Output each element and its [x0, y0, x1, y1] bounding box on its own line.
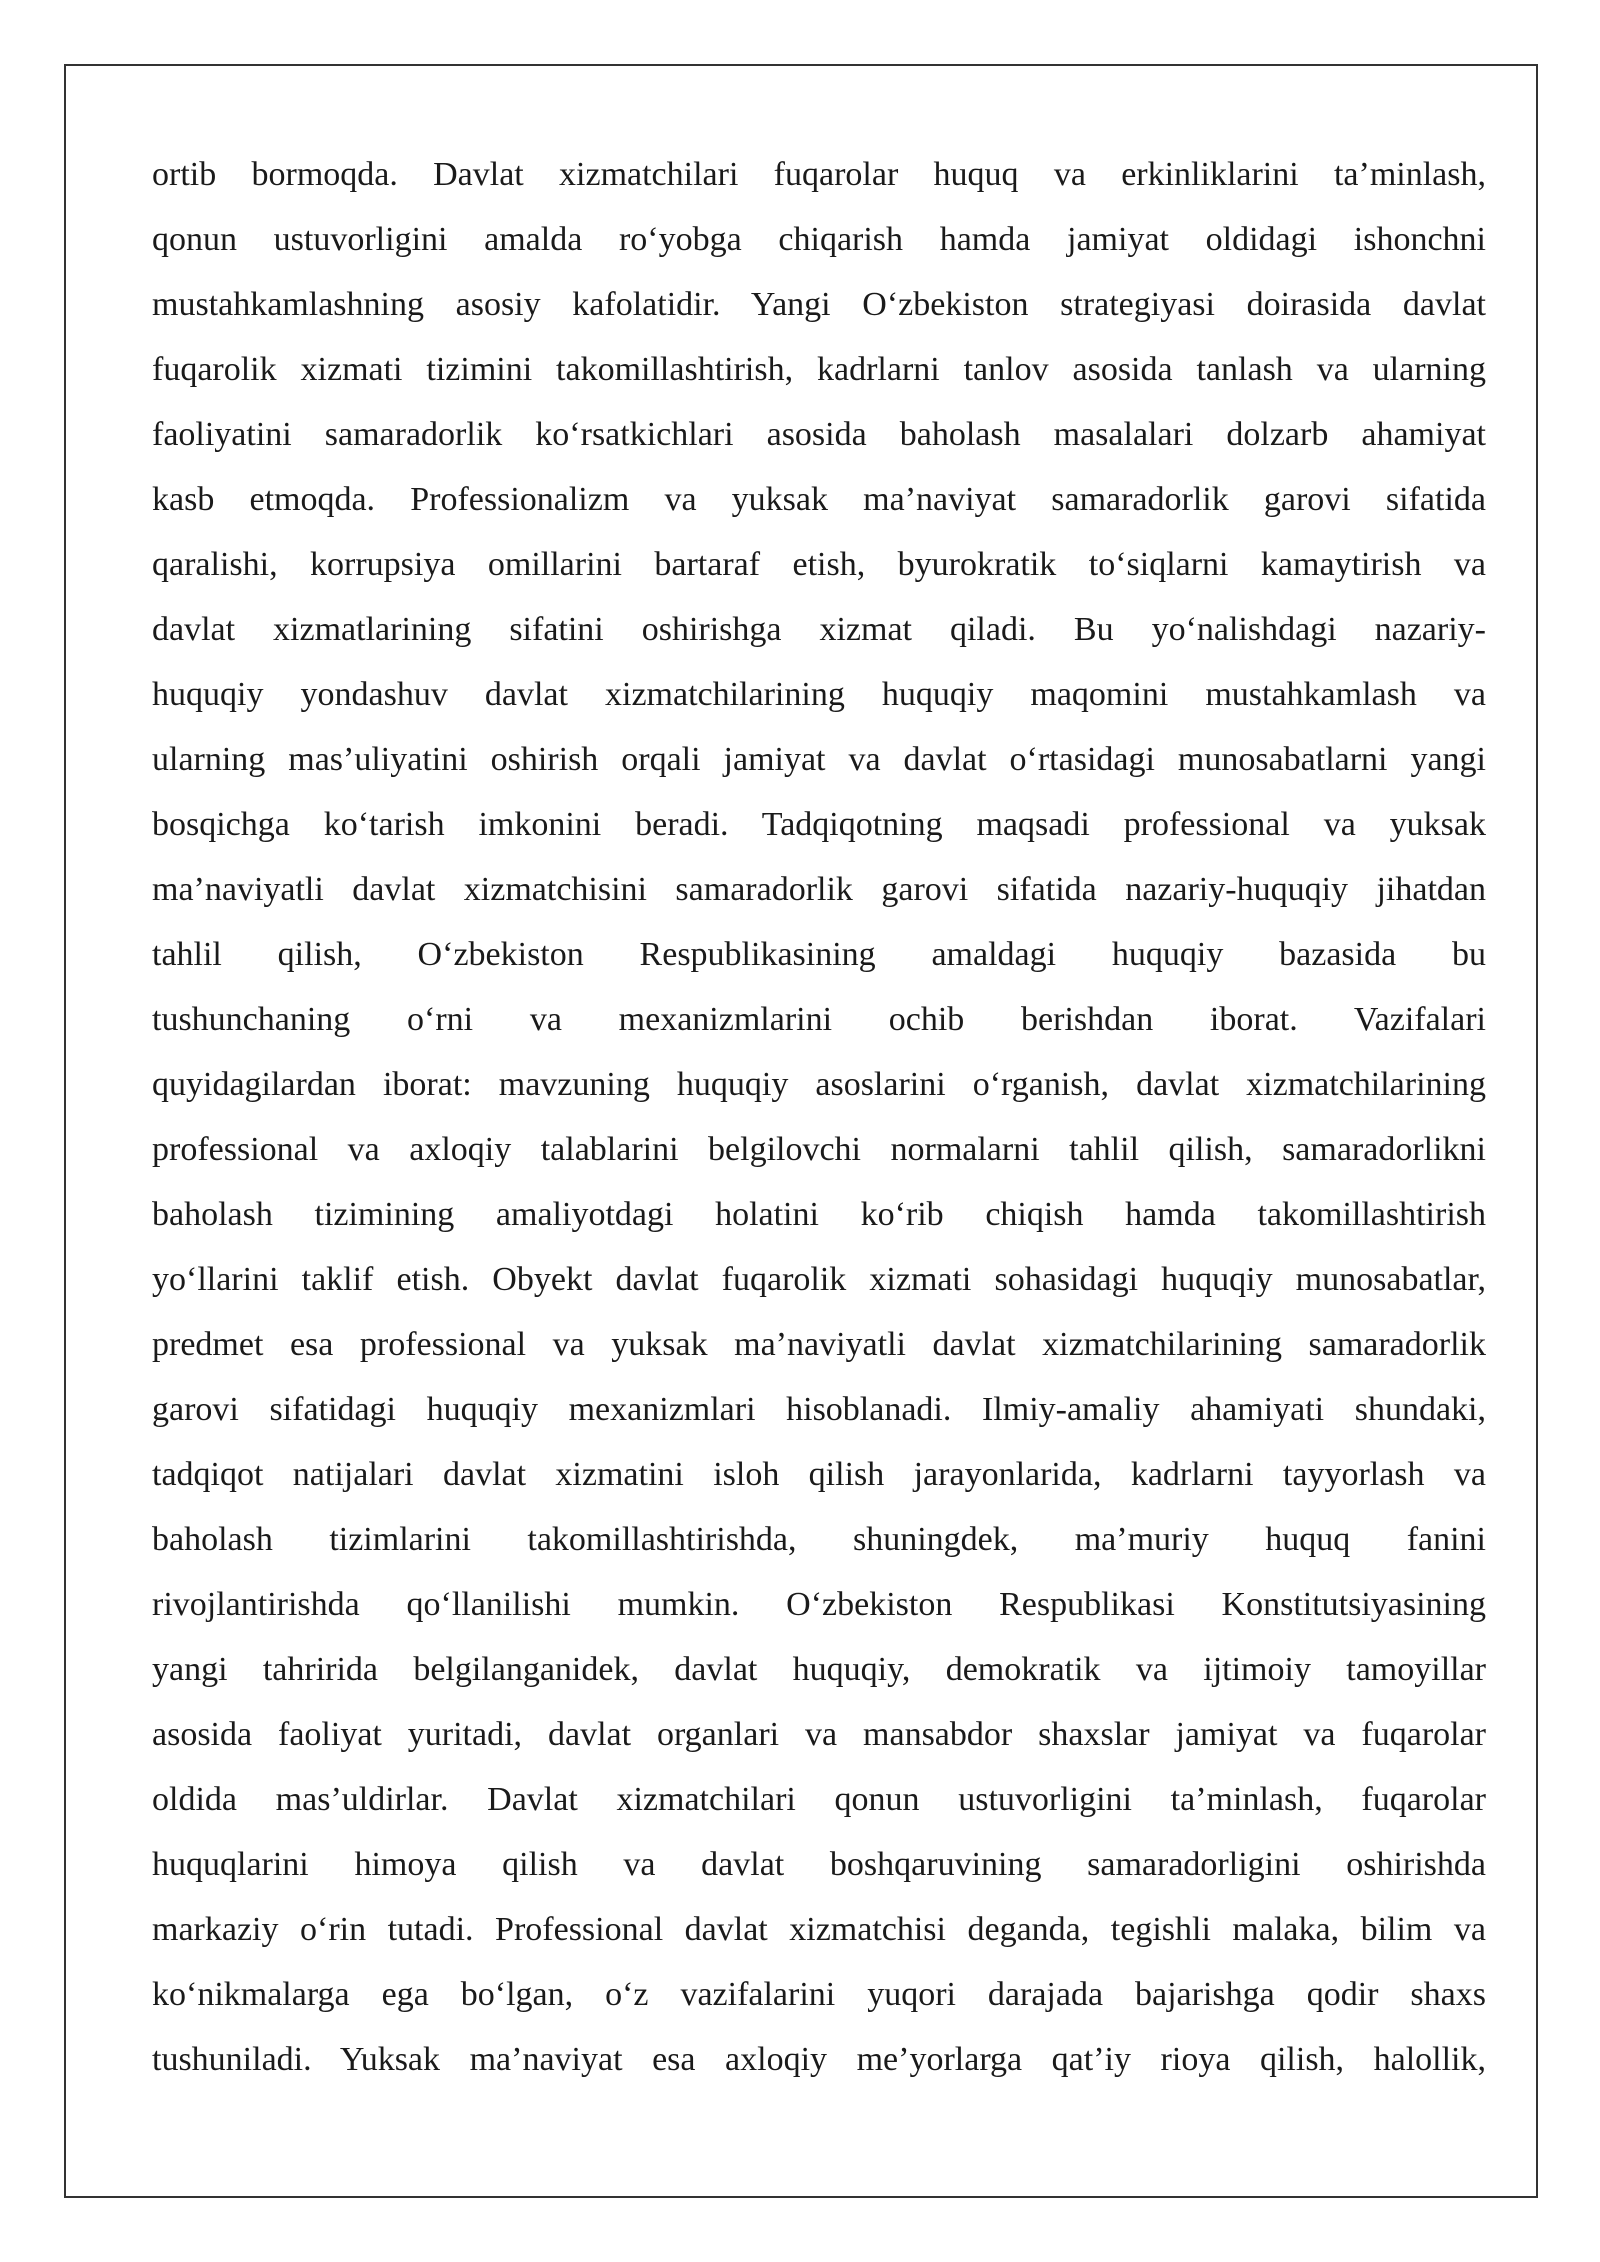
text-line: bosqichga ko‘tarish imkonini beradi. Tadqiqotning maqsadi professional va yuksak — [152, 806, 1486, 843]
text-line: yangi tahririda belgilanganidek, davlat huquqiy, demokratik va ijtimoiy tamoyillar — [152, 1651, 1486, 1688]
text-line: tahlil qilish, O‘zbekiston Respublikasining amaldagi huquqiy bazasida bu — [152, 936, 1486, 973]
text-line: oldida mas’uldirlar. Davlat xizmatchilari qonun ustuvorligini ta’minlash, fuqarolar — [152, 1781, 1486, 1818]
text-line: qaralishi, korrupsiya omillarini bartaraf etish, byurokratik to‘siqlarni kamaytirish va — [152, 546, 1486, 583]
text-line: fuqarolik xizmati tizimini takomillashtirish, kadrlarni tanlov asosida tanlash va ularning — [152, 351, 1486, 388]
text-line: mustahkamlashning asosiy kafolatidir. Yangi O‘zbekiston strategiyasi doirasida davlat — [152, 286, 1486, 323]
text-line: tushuniladi. Yuksak ma’naviyat esa axloqiy me’yorlarga qat’iy rioya qilish, halollik, — [152, 2041, 1486, 2078]
text-line: ularning mas’uliyatini oshirish orqali jamiyat va davlat o‘rtasidagi munosabatlarni yangi — [152, 741, 1486, 778]
text-line: garovi sifatidagi huquqiy mexanizmlari hisoblanadi. Ilmiy-amaliy ahamiyati shundaki, — [152, 1391, 1486, 1428]
text-line: tushunchaning o‘rni va mexanizmlarini ochib berishdan iborat. Vazifalari — [152, 1001, 1486, 1038]
text-line: rivojlantirishda qo‘llanilishi mumkin. O‘zbekiston Respublikasi Konstitutsiyasining — [152, 1586, 1486, 1623]
text-line: baholash tizimining amaliyotdagi holatini ko‘rib chiqish hamda takomillashtirish — [152, 1196, 1486, 1233]
text-line: huquqlarini himoya qilish va davlat boshqaruvining samaradorligini oshirishda — [152, 1846, 1486, 1883]
text-line: professional va axloqiy talablarini belgilovchi normalarni tahlil qilish, samaradorlikni — [152, 1131, 1486, 1168]
text-line: markaziy o‘rin tutadi. Professional davlat xizmatchisi deganda, tegishli malaka, bilim va — [152, 1911, 1486, 1948]
text-line: ko‘nikmalarga ega bo‘lgan, o‘z vazifalarini yuqori darajada bajarishga qodir shaxs — [152, 1976, 1486, 2013]
text-line: davlat xizmatlarining sifatini oshirishga xizmat qiladi. Bu yo‘nalishdagi nazariy- — [152, 611, 1486, 648]
body-text — [152, 142, 1486, 2092]
text-line: predmet esa professional va yuksak ma’naviyatli davlat xizmatchilarining samaradorlik — [152, 1326, 1486, 1363]
text-line: huquqiy yondashuv davlat xizmatchilarining huquqiy maqomini mustahkamlash va — [152, 676, 1486, 713]
text-line: ma’naviyatli davlat xizmatchisini samaradorlik garovi sifatida nazariy-huquqiy jihatdan — [152, 871, 1486, 908]
text-line: tadqiqot natijalari davlat xizmatini isloh qilish jarayonlarida, kadrlarni tayyorlash va — [152, 1456, 1486, 1493]
text-line: baholash tizimlarini takomillashtirishda, shuningdek, ma’muriy huquq fanini — [152, 1521, 1486, 1558]
text-line: asosida faoliyat yuritadi, davlat organlari va mansabdor shaxslar jamiyat va fuqarolar — [152, 1716, 1486, 1753]
text-line: yo‘llarini taklif etish. Obyekt davlat fuqarolik xizmati sohasidagi huquqiy munosabatlar, — [152, 1261, 1486, 1298]
text-line: kasb etmoqda. Professionalizm va yuksak ma’naviyat samaradorlik garovi sifatida — [152, 481, 1486, 518]
text-line: faoliyatini samaradorlik ko‘rsatkichlari asosida baholash masalalari dolzarb ahamiyat — [152, 416, 1486, 453]
text-line: quyidagilardan iborat: mavzuning huquqiy asoslarini o‘rganish, davlat xizmatchilarining — [152, 1066, 1486, 1103]
text-line: qonun ustuvorligini amalda ro‘yobga chiqarish hamda jamiyat oldidagi ishonchni — [152, 221, 1486, 258]
text-line: ortib bormoqda. Davlat xizmatchilari fuqarolar huquq va erkinliklarini ta’minlash, — [152, 156, 1486, 193]
